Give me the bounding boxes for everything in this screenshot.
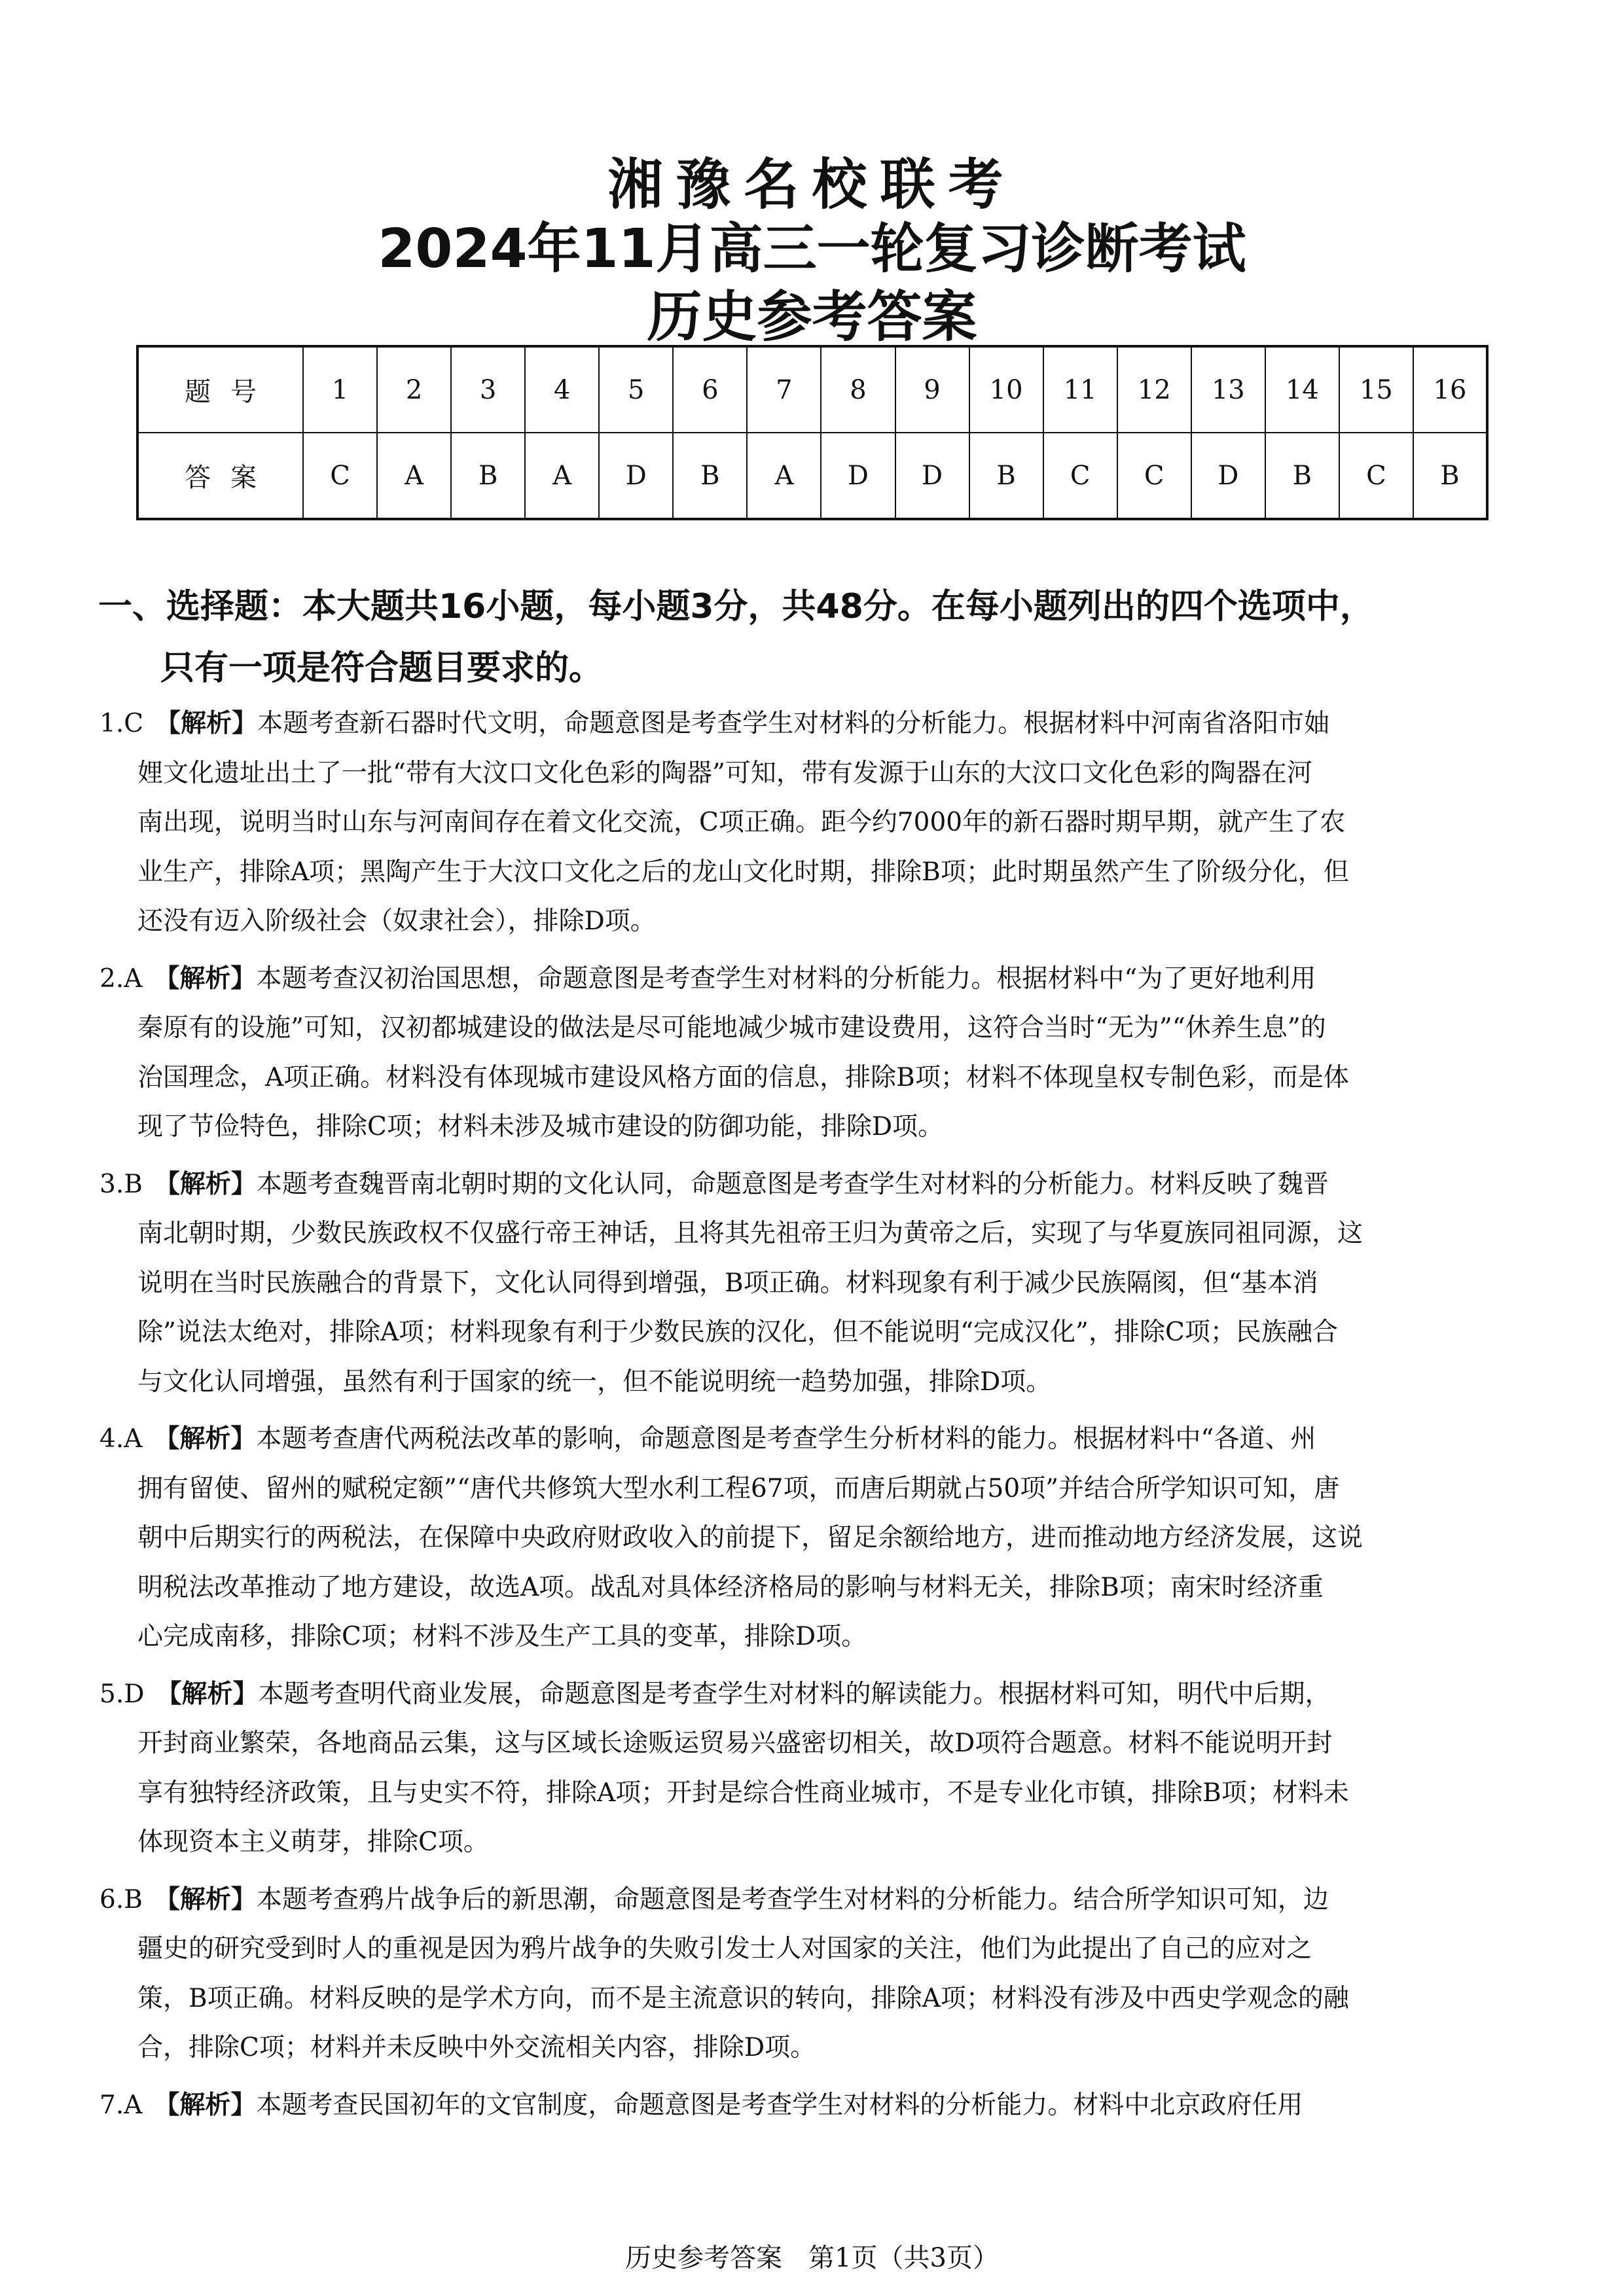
question-number: 2 <box>377 346 451 433</box>
explanation-item <box>99 699 1533 946</box>
question-number: 6 <box>673 346 747 433</box>
answer-cell: A <box>747 433 821 519</box>
item-text: 本题考查民国初年的文官制度，命题意图是考查学生对材料的分析能力。材料中北京政府任用 <box>256 2090 1303 2120</box>
item-text: 与文化认同增强，虽然有利于国家的统一，但不能说明统一趋势加强，排除D项。 <box>137 1367 1052 1397</box>
explanation-item <box>99 1670 1533 1867</box>
explanation-list <box>99 699 1533 2138</box>
question-number: 13 <box>1191 346 1265 433</box>
analysis-tag: 【解析】 <box>155 709 258 738</box>
analysis-tag: 【解析】 <box>154 2090 257 2120</box>
question-number: 15 <box>1339 346 1413 433</box>
answer-cell: A <box>377 433 451 519</box>
analysis-tag: 【解析】 <box>156 1679 259 1709</box>
answer-cell: D <box>895 433 969 519</box>
item-answer: 6.B <box>99 1884 143 1914</box>
section-heading-line: 只有一项是符合题目要求的。 <box>160 649 604 688</box>
page-footer: 历史参考答案 第1页（共3页） <box>625 2243 999 2273</box>
exam-union-title: 湘豫名校联考 <box>607 152 1017 217</box>
item-text: 拥有留使、留州的赋税定额”“唐代共修筑大型水利工程67项，而唐后期就占50项”并结合所学知识可知，唐 <box>137 1473 1340 1503</box>
answer-table <box>136 345 1489 520</box>
analysis-tag: 【解析】 <box>154 963 257 994</box>
question-number: 12 <box>1117 346 1191 433</box>
item-text: 体现资本主义萌芽，排除C项。 <box>137 1827 489 1857</box>
item-text: 秦原有的设施”可知，汉初都城建设的做法是尽可能地减少城市建设费用，这符合当时“无为”“休养生息”的 <box>137 1013 1326 1043</box>
item-text: 朝中后期实行的两税法，在保障中央政府财政收入的前提下，留足余额给地方，进而推动地方经济发展，这说 <box>137 1523 1363 1552</box>
analysis-tag: 【解析】 <box>154 1424 257 1454</box>
answer-cell: C <box>1339 433 1413 519</box>
item-text: 明税法改革推动了地方建设，故选A项。战乱对具体经济格局的影响与材料无关，排除B项；南宋时经济重 <box>137 1572 1324 1602</box>
item-text: 策，B项正确。材料反映的是学术方向，而不是主流意识的转向，排除A项；材料没有涉及中西史学观念的融 <box>137 1983 1349 2013</box>
item-text: 南出现，说明当时山东与河南间存在着文化交流，C项正确。距今约7000年的新石器时期早期，就产生了农 <box>137 808 1346 837</box>
item-text: 享有独特经济政策，且与史实不符，排除A项；开封是综合性商业城市，不是专业化市镇，排除B项；材料未 <box>137 1778 1349 1808</box>
question-number-label: 题号 <box>137 346 303 433</box>
item-text: 还没有迈入阶级社会（奴隶社会），排除D项。 <box>137 906 656 936</box>
answer-cell: A <box>525 433 599 519</box>
item-answer: 4.A <box>99 1424 143 1454</box>
question-number: 8 <box>821 346 895 433</box>
title-block <box>0 152 1624 349</box>
item-text: 本题考查唐代两税法改革的影响，命题意图是考查学生分析材料的能力。根据材料中“各道、州 <box>256 1424 1316 1454</box>
explanation-item <box>99 1160 1533 1407</box>
item-text: 本题考查鸦片战争后的新思潮，命题意图是考查学生对材料的分析能力。结合所学知识可知，边 <box>256 1884 1329 1914</box>
question-number: 7 <box>747 346 821 433</box>
answer-row <box>137 433 1487 519</box>
answer-cell: D <box>821 433 895 519</box>
explanation-item <box>99 2081 1533 2130</box>
item-text: 合，排除C项；材料并未反映中外交流相关内容，排除D项。 <box>137 2033 816 2062</box>
question-number: 1 <box>303 346 377 433</box>
answer-cell: B <box>673 433 747 519</box>
item-text: 本题考查魏晋南北朝时期的文化认同，命题意图是考查学生对材料的分析能力。材料反映了魏晋 <box>256 1169 1329 1199</box>
explanation-item <box>99 954 1533 1152</box>
analysis-tag: 【解析】 <box>154 1169 257 1199</box>
answer-cell: D <box>599 433 673 519</box>
item-text: 本题考查明代商业发展，命题意图是考查学生对材料的解读能力。根据材料可知，明代中后期， <box>258 1679 1331 1709</box>
item-text: 心完成南移，排除C项；材料不涉及生产工具的变革，排除D项。 <box>137 1622 867 1651</box>
item-text: 本题考查新石器时代文明，命题意图是考查学生对材料的分析能力。根据材料中河南省洛阳市妯 <box>257 709 1330 738</box>
item-answer: 2.A <box>99 963 143 994</box>
answer-cell: C <box>1117 433 1191 519</box>
explanation-item <box>99 1414 1533 1662</box>
answer-key-title: 历史参考答案 <box>647 285 977 349</box>
question-number: 10 <box>969 346 1043 433</box>
item-text: 除”说法太绝对，排除A项；材料现象有利于少数民族的汉化，但不能说明“完成汉化”，排除C项；民族融合 <box>137 1318 1338 1347</box>
item-text: 治国理念，A项正确。材料没有体现城市建设风格方面的信息，排除B项；材料不体现皇权专制色彩，而是体 <box>137 1062 1349 1092</box>
question-number: 16 <box>1413 346 1487 433</box>
question-number-row <box>137 346 1487 433</box>
answer-label: 答案 <box>137 433 303 519</box>
item-text: 本题考查汉初治国思想，命题意图是考查学生对材料的分析能力。根据材料中“为了更好地利用 <box>256 963 1316 994</box>
section-heading-line: 一、选择题：本大题共16小题，每小题3分，共48分。在每小题列出的四个选项中， <box>98 587 1374 626</box>
item-text: 疆史的研究受到时人的重视是因为鸦片战争的失败引发士人对国家的关注，他们为此提出了自己的应对之 <box>137 1934 1312 1964</box>
question-number: 11 <box>1043 346 1117 433</box>
explanation-item <box>99 1875 1533 2073</box>
answer-cell: B <box>969 433 1043 519</box>
item-text: 开封商业繁荣，各地商品云集，这与区域长途贩运贸易兴盛密切相关，故D项符合题意。材料不能说明开封 <box>137 1729 1333 1758</box>
answer-cell: D <box>1191 433 1265 519</box>
question-number: 3 <box>451 346 525 433</box>
question-number: 9 <box>895 346 969 433</box>
item-text: 现了节俭特色，排除C项；材料未涉及城市建设的防御功能，排除D项。 <box>137 1112 944 1141</box>
question-number: 14 <box>1265 346 1339 433</box>
answer-cell: B <box>451 433 525 519</box>
item-text: 业生产，排除A项；黑陶产生于大汶口文化之后的龙山文化时期，排除B项；此时期虽然产生了阶级分化，但 <box>137 857 1349 887</box>
answer-cell: B <box>1413 433 1487 519</box>
answer-cell: C <box>303 433 377 519</box>
answer-cell: C <box>1043 433 1117 519</box>
question-number: 4 <box>525 346 599 433</box>
item-text: 南北朝时期，少数民族政权不仅盛行帝王神话，且将其先祖帝王归为黄帝之后，实现了与华夏族同祖同源，这 <box>137 1219 1363 1248</box>
section-heading <box>98 576 1525 699</box>
question-number: 5 <box>599 346 673 433</box>
item-answer: 1.C <box>99 709 144 738</box>
item-answer: 3.B <box>99 1169 143 1199</box>
item-text: 娌文化遗址出土了一批“带有大汶口文化色彩的陶器”可知，带有发源于山东的大汶口文化色彩的陶器在河 <box>137 758 1312 788</box>
analysis-tag: 【解析】 <box>154 1884 257 1914</box>
item-answer: 5.D <box>99 1679 145 1709</box>
item-answer: 7.A <box>99 2090 143 2120</box>
answer-cell: B <box>1265 433 1339 519</box>
item-text: 说明在当时民族融合的背景下，文化认同得到增强，B项正确。材料现象有利于减少民族隔阂，但“基本消 <box>137 1268 1318 1298</box>
exam-title: 2024年11月高三一轮复习诊断考试 <box>378 218 1246 280</box>
